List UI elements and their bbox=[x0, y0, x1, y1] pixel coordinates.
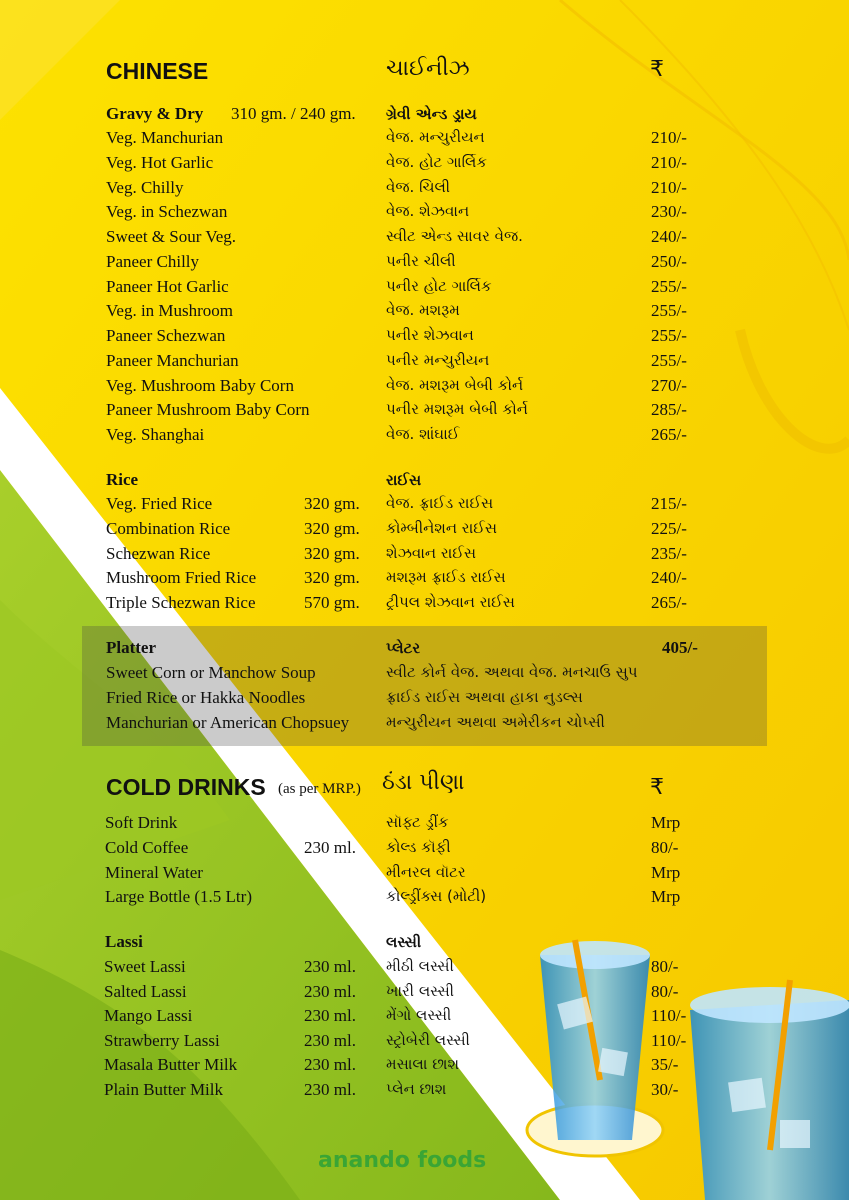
menu-item-row bbox=[0, 178, 849, 202]
item-name: Soft Drink bbox=[105, 813, 178, 832]
item-name-gujarati: પનીર ચીલી bbox=[386, 251, 456, 270]
item-name: Veg. Hot Garlic bbox=[106, 152, 214, 172]
item-name-gujarati: સ્ટ્રોબેરી લસ્સી bbox=[386, 1030, 470, 1049]
menu-item-row bbox=[0, 425, 849, 449]
menu-item-row bbox=[0, 277, 849, 301]
item-name: Paneer Chilly bbox=[106, 251, 200, 271]
item-name-gujarati: પનીર શેઝવાન bbox=[386, 326, 474, 344]
item-price: 255/- bbox=[651, 350, 687, 370]
platter-label-gujarati: પ્લેટર bbox=[386, 639, 421, 657]
item-name-gujarati: વેજ. મશરૂમ bbox=[386, 301, 460, 320]
item-name-gujarati: ટ્રીપલ શેઝવાન રાઈસ bbox=[386, 593, 515, 611]
item-price: 240/- bbox=[651, 227, 687, 246]
menu-item-row bbox=[0, 227, 849, 251]
item-name-gujarati: મશરૂમ ફ્રાઈડ રાઈસ bbox=[386, 568, 506, 587]
item-price: 285/- bbox=[651, 400, 687, 420]
item-name: Veg. in Mushroom bbox=[106, 301, 234, 321]
item-price: 265/- bbox=[651, 425, 687, 444]
item-name: Strawberry Lassi bbox=[104, 1030, 220, 1050]
item-name-gujarati: વેજ. મન્ચુરીયન bbox=[386, 128, 485, 146]
rupee-icon: ₹ bbox=[650, 775, 664, 800]
item-price: Mrp bbox=[651, 862, 681, 882]
item-name: Plain Butter Milk bbox=[104, 1080, 223, 1099]
menu-item-row bbox=[0, 494, 849, 518]
item-quantity: 230 ml. bbox=[304, 1006, 356, 1026]
item-price: 215/- bbox=[651, 494, 687, 513]
item-price: 80/- bbox=[651, 981, 679, 1001]
item-name: Veg. Mushroom Baby Corn bbox=[106, 375, 294, 395]
item-price: 110/- bbox=[651, 1006, 687, 1026]
menu-item-row bbox=[0, 1080, 849, 1104]
menu-item-row bbox=[0, 326, 849, 350]
item-name-gujarati: મસાલા છાશ bbox=[386, 1055, 460, 1074]
item-name-gujarati: કોલ્ડ્રીંક્સ (મોટી) bbox=[386, 887, 487, 906]
item-price: 230/- bbox=[651, 202, 687, 222]
menu-item-row bbox=[0, 1055, 849, 1079]
item-name: Combination Rice bbox=[106, 518, 231, 538]
item-price: Mrp bbox=[651, 887, 681, 907]
menu-item-row bbox=[0, 663, 849, 687]
brand-name: anando foods bbox=[318, 1148, 487, 1173]
item-name: Mineral Water bbox=[105, 862, 203, 882]
item-name: Manchurian or American Chopsuey bbox=[106, 712, 350, 732]
item-price: 255/- bbox=[651, 301, 687, 321]
menu-item-row bbox=[0, 202, 849, 226]
item-price: 250/- bbox=[651, 251, 687, 271]
lassi-label: Lassi bbox=[105, 932, 143, 951]
menu-item-row bbox=[0, 982, 849, 1006]
item-name-gujarati: મન્ચુરીયન અથવા અમેરીકન ચોપ્સી bbox=[386, 712, 605, 731]
cold-drinks-note: (as per MRP.) bbox=[278, 781, 361, 797]
item-price: 110/- bbox=[651, 1030, 687, 1050]
item-price: Mrp bbox=[651, 813, 681, 832]
item-name-gujarati: સ્વીટ એન્ડ સાવર વેજ. bbox=[386, 227, 523, 245]
menu-item-row bbox=[0, 1031, 849, 1055]
item-name-gujarati: વેજ. ફ્રાઈડ રાઈસ bbox=[386, 494, 494, 512]
platter-label: Platter bbox=[106, 638, 157, 657]
item-name-gujarati: વેજ. મશરૂમ બેબી કોર્ન bbox=[386, 375, 524, 394]
item-name-gujarati: શેઝવાન રાઈસ bbox=[386, 543, 476, 562]
item-name: Schezwan Rice bbox=[106, 543, 211, 563]
item-price: 225/- bbox=[651, 518, 687, 538]
item-quantity: 320 gm. bbox=[304, 518, 360, 538]
chinese-title: CHINESE bbox=[106, 58, 209, 84]
item-name-gujarati: મેંગો લસ્સી bbox=[386, 1006, 452, 1025]
menu-item-row bbox=[0, 301, 849, 325]
item-price: 210/- bbox=[651, 128, 687, 147]
item-name: Veg. Shanghai bbox=[106, 425, 205, 444]
item-name-gujarati: પનીર મશરૂમ બેબી કોર્ન bbox=[386, 400, 528, 419]
platter-price: 405/- bbox=[662, 638, 698, 657]
item-name-gujarati: પ્લેન છાશ bbox=[386, 1080, 447, 1098]
item-quantity: 230 ml. bbox=[304, 981, 356, 1001]
item-name: Veg. Manchurian bbox=[106, 128, 224, 147]
item-quantity: 570 gm. bbox=[304, 593, 360, 612]
menu-item-row bbox=[0, 813, 849, 837]
item-price: 255/- bbox=[651, 326, 687, 345]
gravy-dry-quantity: 310 gm. / 240 gm. bbox=[231, 104, 356, 123]
item-quantity: 230 ml. bbox=[304, 1030, 356, 1050]
gravy-dry-label-gujarati: ગ્રેવી એન્ડ ડ્રાય bbox=[386, 105, 477, 123]
item-price: 30/- bbox=[651, 1080, 679, 1099]
menu-item-row bbox=[0, 376, 849, 400]
menu-item-row bbox=[0, 153, 849, 177]
item-name-gujarati: સ્વીટ કોર્ન વેજ. અથવા વેજ. મનચાઉ સુપ bbox=[386, 663, 638, 681]
item-name-gujarati: કોલ્ડ કૉફી bbox=[386, 837, 451, 856]
item-price: 240/- bbox=[651, 568, 687, 588]
item-quantity: 320 gm. bbox=[304, 543, 360, 563]
item-price: 270/- bbox=[651, 375, 687, 395]
item-price: 210/- bbox=[651, 177, 687, 197]
menu-item-row bbox=[0, 400, 849, 424]
lassi-label-gujarati: લસ્સી bbox=[386, 933, 422, 951]
item-quantity: 230 ml. bbox=[304, 837, 356, 857]
menu-item-row bbox=[0, 838, 849, 862]
item-quantity: 230 ml. bbox=[304, 1080, 356, 1099]
rice-label: Rice bbox=[106, 470, 139, 489]
item-name: Fried Rice or Hakka Noodles bbox=[106, 687, 306, 707]
gravy-dry-label: Gravy & Dry bbox=[106, 104, 204, 123]
menu-item-row bbox=[0, 544, 849, 568]
item-name-gujarati: વેજ. શાંઘાઈ bbox=[386, 425, 460, 443]
item-name-gujarati: કોમ્બીનેશન રાઈસ bbox=[386, 518, 497, 537]
item-quantity: 320 gm. bbox=[304, 568, 360, 588]
menu-item-row bbox=[0, 593, 849, 617]
item-quantity: 230 ml. bbox=[304, 957, 356, 976]
item-name: Veg. Chilly bbox=[106, 177, 184, 197]
item-quantity: 320 gm. bbox=[304, 494, 360, 513]
item-price: 235/- bbox=[651, 543, 687, 563]
cold-drinks-title-gujarati: ઠંડા પીણા bbox=[382, 770, 465, 795]
item-name-gujarati: મીનરલ વૉટર bbox=[386, 862, 466, 881]
item-quantity: 230 ml. bbox=[304, 1055, 356, 1075]
menu-item-row bbox=[0, 863, 849, 887]
menu-item-row bbox=[0, 252, 849, 276]
rice-label-gujarati: રાઈસ bbox=[386, 471, 422, 489]
item-name-gujarati: ફ્રાઈડ રાઈસ અથવા હાકા નુડલ્સ bbox=[386, 687, 583, 706]
menu-item-row bbox=[0, 351, 849, 375]
item-name: Veg. in Schezwan bbox=[106, 202, 228, 222]
item-price: 255/- bbox=[651, 276, 687, 296]
item-name: Salted Lassi bbox=[104, 981, 187, 1001]
item-price: 210/- bbox=[651, 152, 687, 172]
item-name: Triple Schezwan Rice bbox=[106, 593, 256, 612]
menu-item-row bbox=[0, 957, 849, 981]
item-name-gujarati: મીઠી લસ્સી bbox=[386, 957, 454, 975]
chinese-title-gujarati: ચાઈનીઝ bbox=[386, 56, 470, 81]
menu-item-row bbox=[0, 1006, 849, 1030]
item-name: Mushroom Fried Rice bbox=[106, 568, 257, 588]
item-price: 35/- bbox=[651, 1055, 679, 1075]
item-name-gujarati: ખારી લસ્સી bbox=[386, 981, 455, 1000]
item-price: 80/- bbox=[651, 837, 679, 857]
item-name: Paneer Hot Garlic bbox=[106, 276, 229, 296]
item-name-gujarati: વેજ. ચિલી bbox=[386, 177, 451, 196]
item-name-gujarati: સૉફ્ટ ડ્રીંક bbox=[386, 813, 449, 831]
menu-item-row bbox=[0, 887, 849, 911]
item-name: Paneer Schezwan bbox=[106, 326, 226, 345]
item-price: 80/- bbox=[651, 957, 679, 976]
item-name: Masala Butter Milk bbox=[104, 1055, 238, 1075]
rupee-icon: ₹ bbox=[650, 57, 664, 82]
item-name-gujarati: પનીર મન્ચુરીયન bbox=[386, 350, 490, 369]
item-name-gujarati: વેજ. શેઝવાન bbox=[386, 202, 470, 221]
menu-item-row bbox=[0, 128, 849, 152]
item-name: Veg. Fried Rice bbox=[106, 494, 213, 513]
menu-item-row bbox=[0, 568, 849, 592]
item-name: Paneer Manchurian bbox=[106, 350, 239, 370]
item-name: Large Bottle (1.5 Ltr) bbox=[105, 887, 252, 907]
menu-item-row bbox=[0, 688, 849, 712]
item-name-gujarati: વેજ. હોટ ગાર્લિક bbox=[386, 152, 487, 171]
item-name: Sweet & Sour Veg. bbox=[106, 227, 237, 246]
item-name-gujarati: પનીર હોટ ગાર્લિક bbox=[386, 276, 492, 295]
item-price: 265/- bbox=[651, 593, 687, 612]
item-name: Paneer Mushroom Baby Corn bbox=[106, 400, 310, 420]
menu-item-row bbox=[0, 519, 849, 543]
item-name: Sweet Corn or Manchow Soup bbox=[106, 663, 316, 682]
cold-drinks-title: COLD DRINKS bbox=[106, 774, 266, 800]
item-name: Cold Coffee bbox=[105, 837, 189, 857]
item-name: Sweet Lassi bbox=[104, 957, 186, 976]
item-name: Mango Lassi bbox=[104, 1006, 193, 1026]
menu-item-row bbox=[0, 713, 849, 737]
